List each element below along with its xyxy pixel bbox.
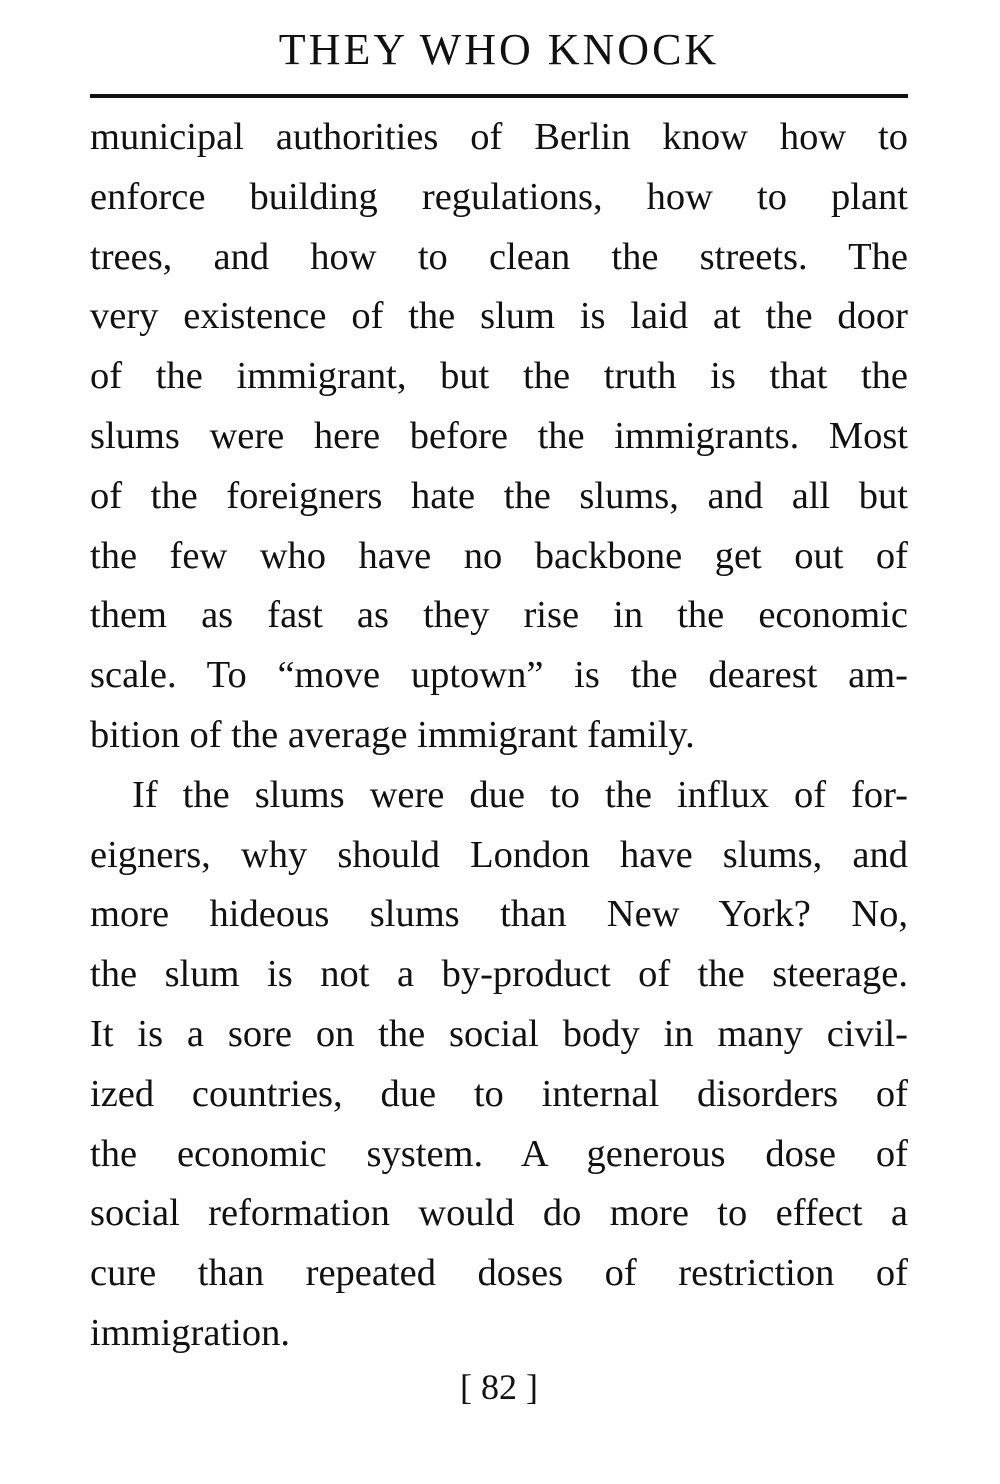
text-line: eigners, why should London have slums, and [90,833,908,876]
text-line: them as fast as they rise in the economic [90,594,908,637]
running-title: THEY WHO KNOCK [278,25,720,74]
text-line: very existence of the slum is laid at the door [90,295,908,338]
text-line: slums were here before the immigrants. Most [90,414,908,457]
text-line: cure than repeated doses of restriction of [90,1252,908,1295]
text-line: the few who have no backbone get out of [90,534,908,577]
text-line: of the immigrant, but the truth is that the [90,355,908,398]
text-line: the slum is not a by-product of the steerage. [90,953,908,996]
text-line: more hideous slums than New York? No, [90,893,908,936]
text-line: municipal authorities of Berlin know how to [90,116,908,158]
body-text [90,108,908,1364]
text-line: ized countries, due to internal disorders of [90,1072,908,1115]
text-line: It is a sore on the social body in many civil- [90,1012,908,1055]
paragraph [90,108,908,766]
header-rule [90,94,908,98]
text-line: immigration. [90,1311,290,1354]
text-line: trees, and how to clean the streets. The [90,235,908,278]
text-line: enforce building regulations, how to plant [90,175,908,218]
text-line: If the slums were due to the influx of for- [132,773,908,816]
text-line: of the foreigners hate the slums, and all but [90,474,908,517]
paragraph [90,766,908,1364]
text-line: scale. To “move uptown” is the dearest am- [90,654,908,697]
text-line: the economic system. A generous dose of [90,1132,908,1175]
text-line: bition of the average immigrant family. [90,713,695,756]
page-number: [ 82 ] [460,1367,538,1407]
text-line: social reformation would do more to effect a [90,1192,908,1235]
